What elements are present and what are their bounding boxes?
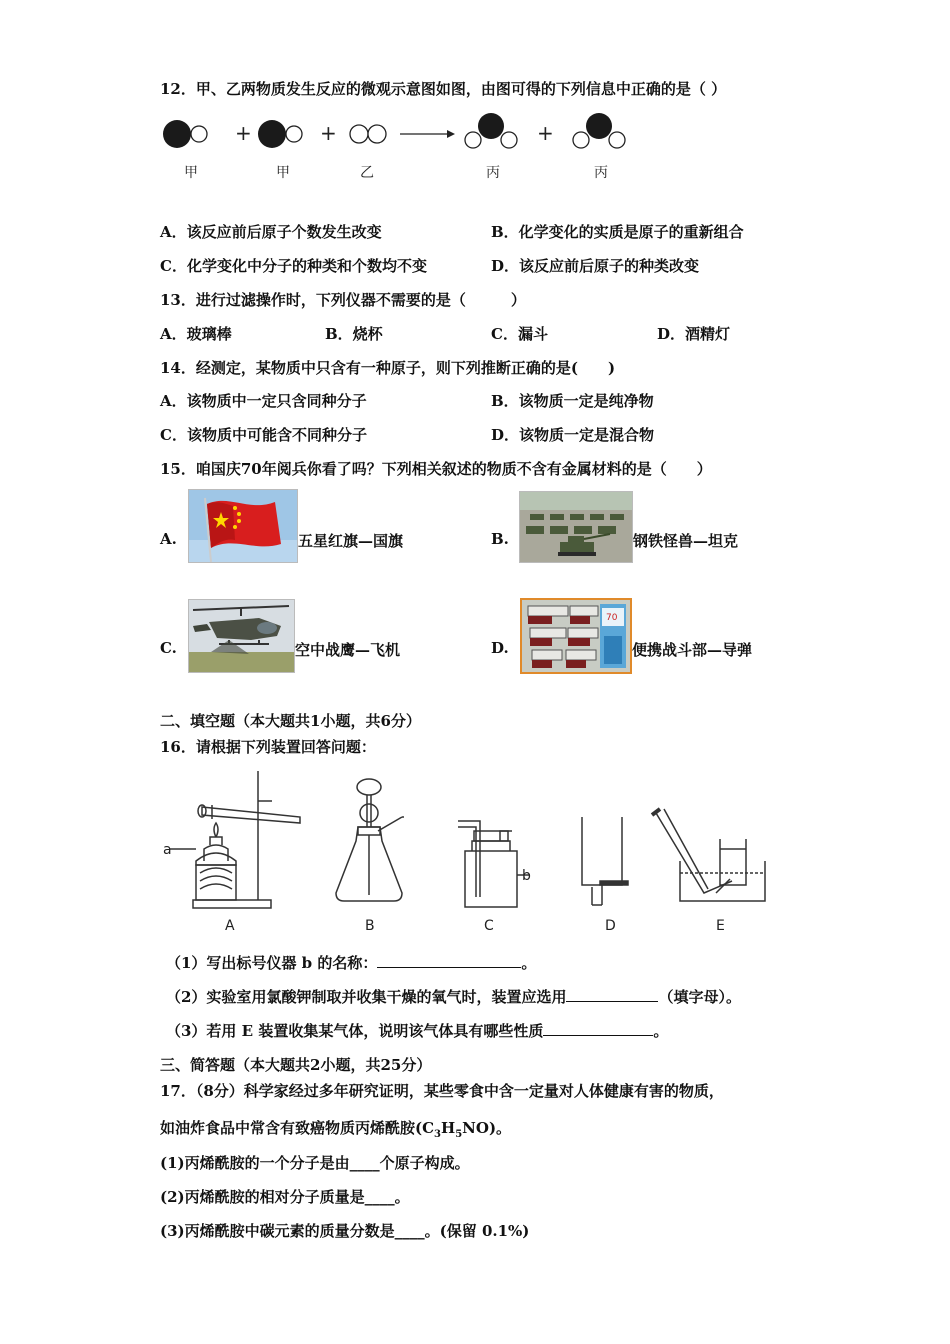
apparatus-b <box>336 779 404 901</box>
q13-option-d[interactable]: D．酒精灯 <box>657 325 731 343</box>
q12-option-a[interactable]: A．该反应前后原子个数发生改变 <box>160 223 382 241</box>
q17-line2 <box>160 1117 511 1140</box>
q13-option-b[interactable]: B．烧杯 <box>325 325 383 343</box>
q17-line2-post: NO)。 <box>462 1119 512 1137</box>
marker-a: a <box>163 842 172 858</box>
plus-sign: + <box>320 121 337 145</box>
reaction-diagram <box>155 110 645 160</box>
q15-option-d-letter[interactable]: D. <box>491 639 509 657</box>
apparatus-diagram <box>160 765 780 917</box>
q16-sub2-end: （填字母）。 <box>658 988 741 1006</box>
q14-option-a[interactable]: A．该物质中一定只含同种分子 <box>160 392 367 410</box>
apparatus-label-e: E <box>716 918 725 934</box>
q14-option-c[interactable]: C．该物质中可能含不同种分子 <box>160 426 367 444</box>
q15-option-b-letter[interactable]: B. <box>491 530 509 548</box>
reaction-arrow <box>400 130 455 138</box>
section-3-heading: 三、简答题（本大题共2小题，共25分） <box>160 1056 432 1074</box>
molecule-bing-2 <box>573 113 625 148</box>
apparatus-d <box>582 817 628 905</box>
q15-option-c-caption: 空中战鹰—飞机 <box>295 641 401 659</box>
apparatus-e <box>652 809 765 901</box>
q17-line1: 17．（8分）科学家经过多年研究证明，某些零食中含一定量对人体健康有害的物质， <box>160 1082 724 1100</box>
molecule-bing-1 <box>465 113 517 148</box>
q17-sub-5: 5 <box>455 1129 463 1140</box>
apparatus-c <box>458 821 530 907</box>
q17-mid-h: H <box>441 1119 456 1137</box>
q14-option-b[interactable]: B．该物质一定是纯净物 <box>491 392 654 410</box>
label-bing-1: 丙 <box>486 165 500 181</box>
apparatus-label-c: C <box>484 918 494 934</box>
q14-option-d[interactable]: D．该物质一定是混合物 <box>491 426 655 444</box>
q15-stem: 15．咱国庆70年阅兵你看了吗？下列相关叙述的物质不含有金属材料的是（ ） <box>160 460 712 478</box>
svg-text:70: 70 <box>606 613 618 623</box>
plus-sign: + <box>235 121 252 145</box>
q16-sub3-end: 。 <box>653 1022 669 1040</box>
label-yi: 乙 <box>360 165 374 181</box>
q15-option-c-letter[interactable]: C. <box>160 639 177 657</box>
q15-option-a-letter[interactable]: A. <box>160 530 177 548</box>
q17-part2: (2)丙烯酰胺的相对分子质量是____。 <box>160 1188 410 1206</box>
q15-option-a-caption: 五星红旗—国旗 <box>298 532 404 550</box>
q16-sub3-text: （3）若用 E 装置收集某气体，说明该气体具有哪些性质 <box>166 1022 544 1040</box>
tanks-image <box>519 491 633 563</box>
missiles-image <box>520 598 632 674</box>
q16-sub2 <box>166 986 741 1007</box>
q16-sub2-blank[interactable] <box>566 987 658 1002</box>
apparatus-a <box>170 771 300 908</box>
q16-sub1-text: （1）写出标号仪器 b 的名称： <box>166 954 378 972</box>
q15-option-d-caption: 便携战斗部—导弹 <box>632 641 753 659</box>
molecule-jia-1 <box>163 120 207 148</box>
q17-part3: (3)丙烯酰胺中碳元素的质量分数是____。(保留 0.1%) <box>160 1222 530 1240</box>
section-2-heading: 二、填空题（本大题共1小题，共6分） <box>160 712 421 730</box>
q16-stem: 16．请根据下列装置回答问题： <box>160 738 376 756</box>
q17-sub-3: 3 <box>434 1129 442 1140</box>
q16-sub1-blank[interactable] <box>377 953 521 968</box>
q12-option-b[interactable]: B．化学变化的实质是原子的重新组合 <box>491 223 744 241</box>
plus-sign: + <box>537 121 554 145</box>
q16-sub2-text: （2）实验室用氯酸钾制取并收集干燥的氧气时，装置应选用 <box>166 988 567 1006</box>
q17-part1: (1)丙烯酰胺的一个分子是由____个原子构成。 <box>160 1154 470 1172</box>
q13-option-c[interactable]: C．漏斗 <box>491 325 548 343</box>
q14-stem: 14．经测定，某物质中只含有一种原子，则下列推断正确的是( ) <box>160 359 616 377</box>
q13-stem: 13．进行过滤操作时，下列仪器不需要的是（ ） <box>160 291 526 309</box>
apparatus-label-b: B <box>365 918 375 934</box>
label-jia-1: 甲 <box>184 165 198 181</box>
q12-stem: 12．甲、乙两物质发生反应的微观示意图如图，由图可得的下列信息中正确的是（ ） <box>160 80 727 98</box>
molecule-yi <box>350 125 386 143</box>
flag-image <box>188 489 298 563</box>
marker-b: b <box>522 868 531 884</box>
q12-option-d[interactable]: D．该反应前后原子的种类改变 <box>491 257 700 275</box>
apparatus-label-d: D <box>605 918 616 934</box>
helicopter-image <box>188 599 295 673</box>
q16-sub3-blank[interactable] <box>543 1021 653 1036</box>
q17-line2-pre: 如油炸食品中常含有致癌物质丙烯酰胺(C <box>160 1119 435 1137</box>
label-jia-2: 甲 <box>276 165 290 181</box>
label-bing-2: 丙 <box>594 165 608 181</box>
q15-option-b-caption: 钢铁怪兽—坦克 <box>633 532 739 550</box>
q16-sub3 <box>166 1020 668 1041</box>
q16-sub1 <box>166 952 536 973</box>
q12-option-c[interactable]: C．化学变化中分子的种类和个数均不变 <box>160 257 427 275</box>
q16-sub1-end: 。 <box>521 954 537 972</box>
q13-option-a[interactable]: A．玻璃棒 <box>160 325 232 343</box>
molecule-jia-2 <box>258 120 302 148</box>
apparatus-label-a: A <box>225 918 235 934</box>
